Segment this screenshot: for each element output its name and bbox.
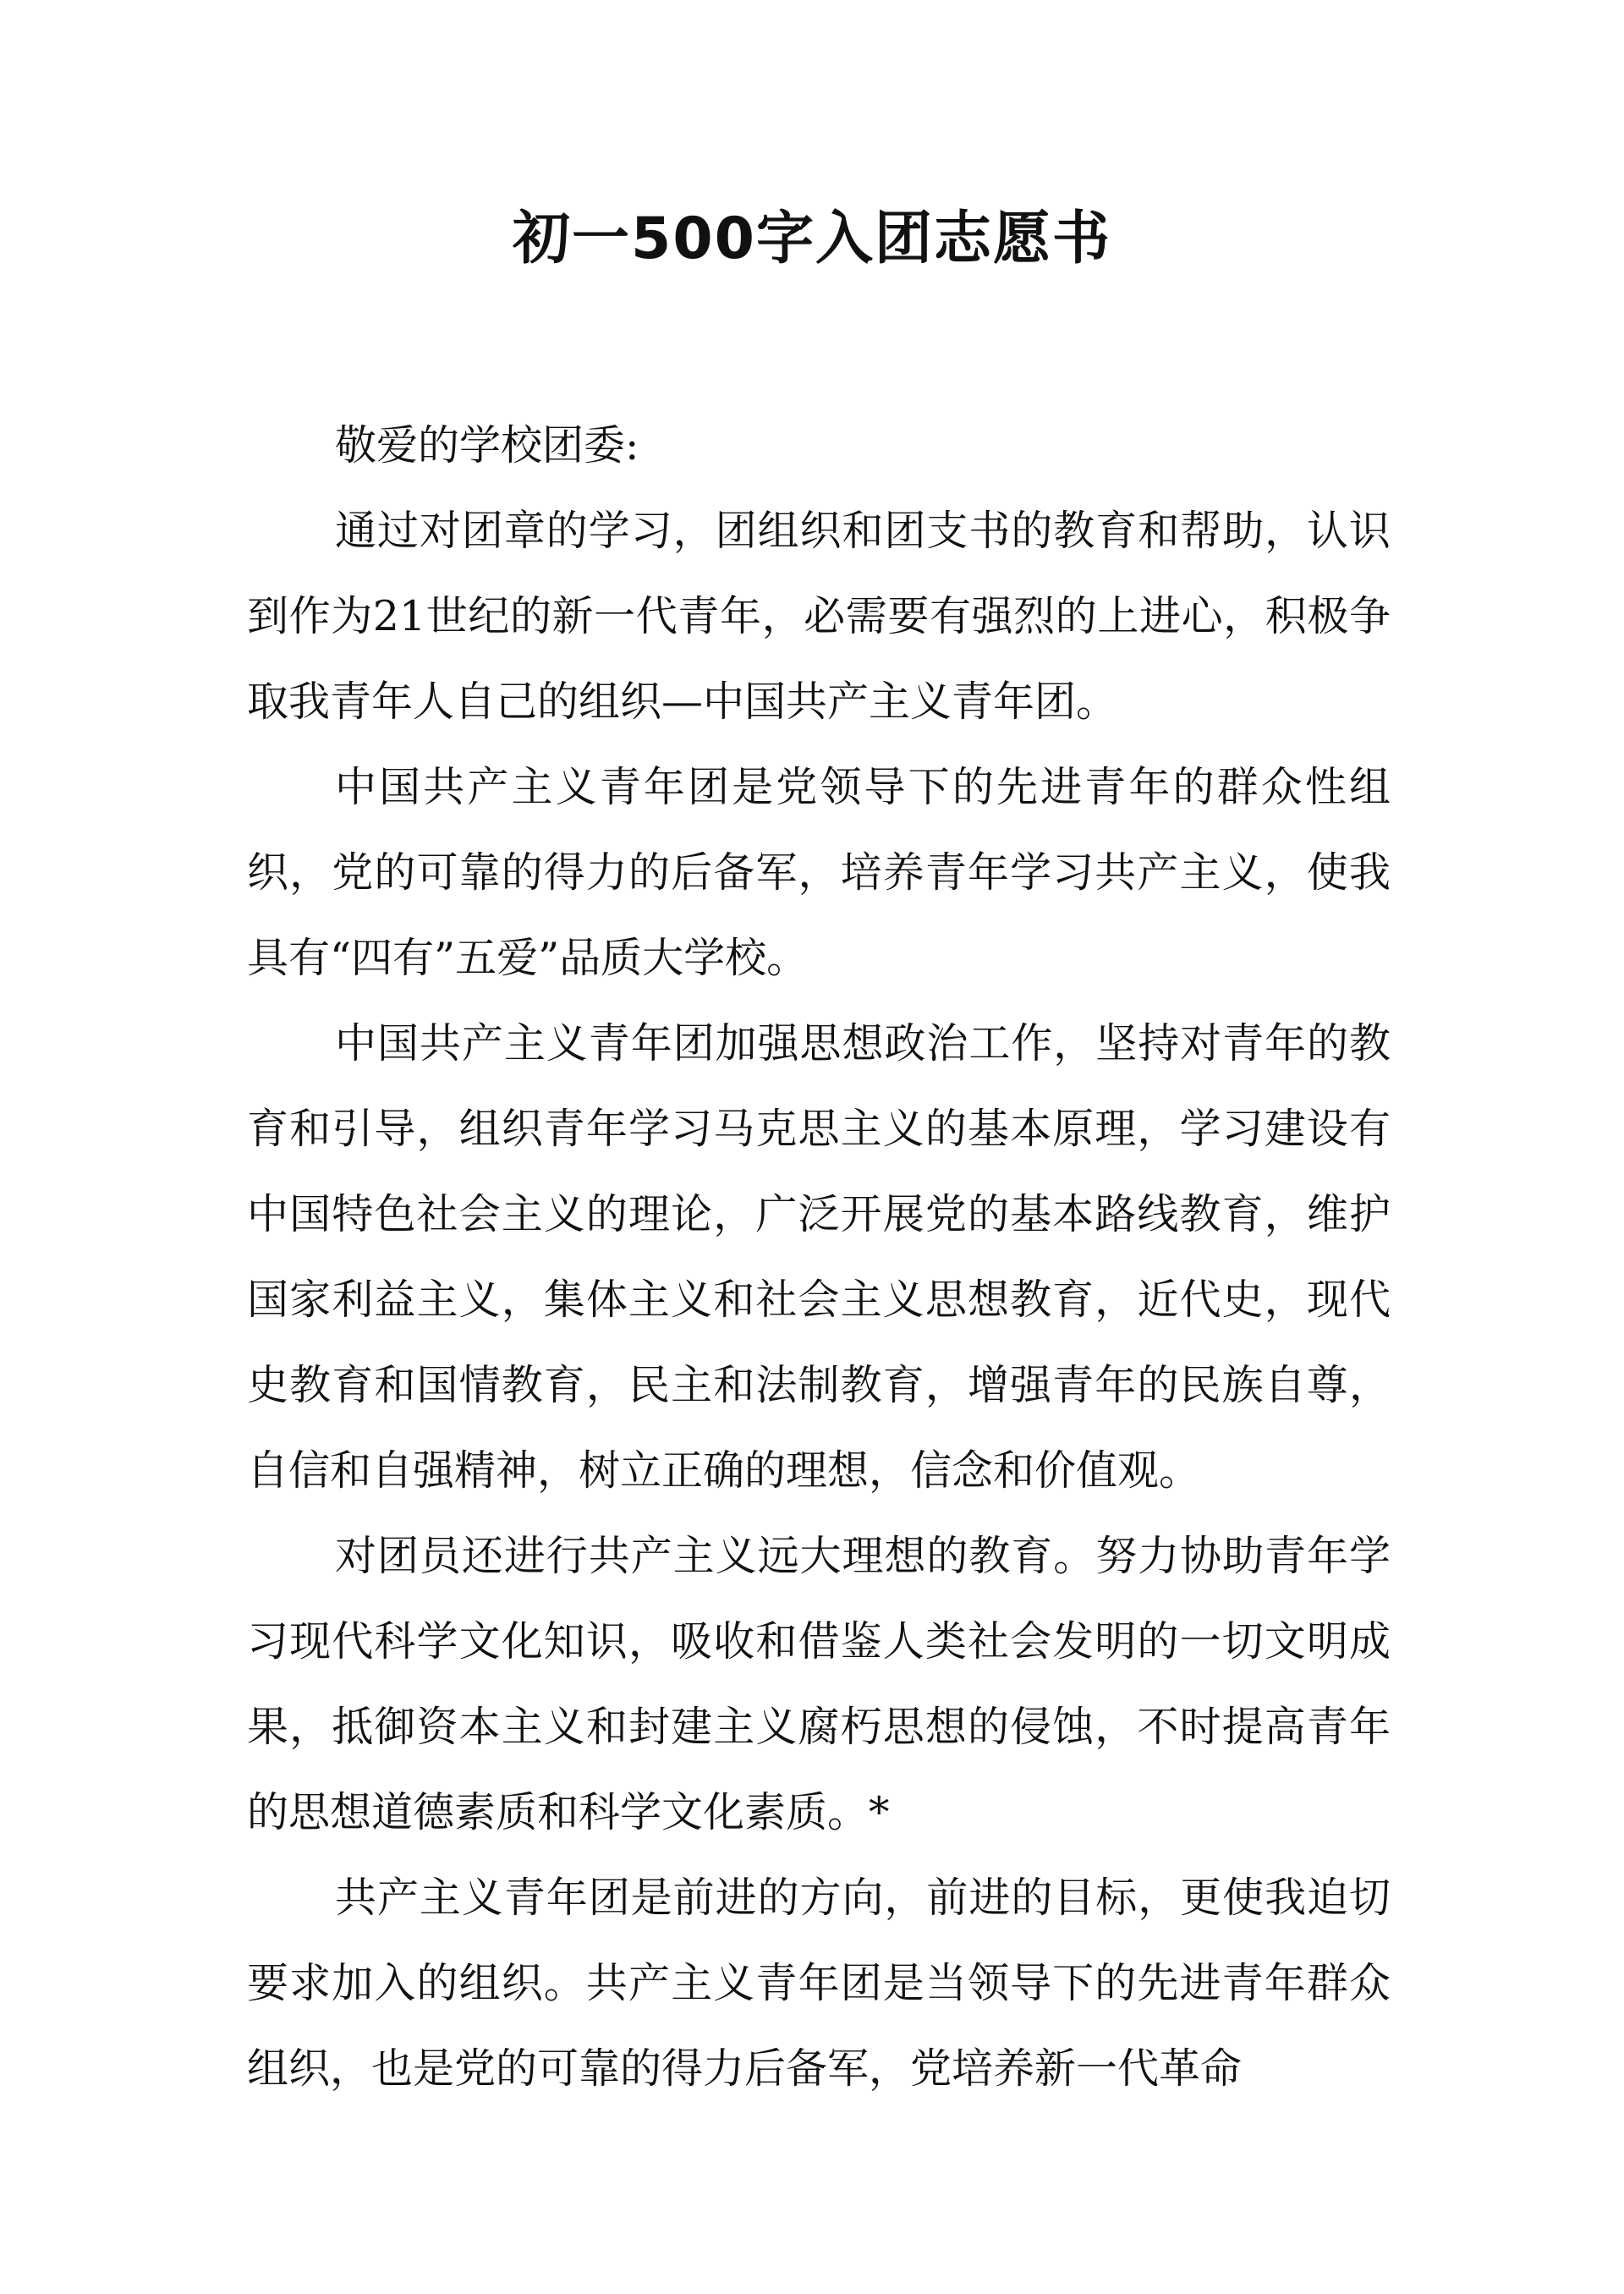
paragraph-1: 通过对团章的学习，团组织和团支书的教育和帮助，认识到作为21世纪的新一代青年，必需要有强烈的上进心，积极争取我青年人自己的组织—中国共产主义青年团。 [247, 507, 1391, 726]
salutation: 敬爱的学校团委: [335, 421, 639, 469]
paragraph-3: 中国共产主义青年团加强思想政治工作，坚持对青年的教育和引导，组织青年学习马克思主义的基本原理，学习建设有中国特色社会主义的理论，广泛开展党的基本路线教育，维护国家利益主义，集体主义和社会主义思想教育，近代史，现代史教育和国情教育，民主和法制教育，增强青年的民族自尊，自信和自强精神，树立正确的理想，信念和价值观。 [247, 1019, 1391, 1495]
document-body [247, 403, 1391, 2111]
document-title: 初一500字入团志愿书 [513, 206, 1111, 272]
paragraph-2: 中国共产主义青年团是党领导下的先进青年的群众性组织，党的可靠的得力的后备军，培养青年学习共产主义，使我具有“四有”五爱”品质大学校。 [247, 763, 1391, 982]
paragraph-4: 对团员还进行共产主义远大理想的教育。努力协助青年学习现代科学文化知识，吸收和借鉴人类社会发明的一切文明成果，抵御资本主义和封建主义腐朽思想的侵蚀，不时提高青年的思想道德素质和科学文化素质。* [247, 1532, 1391, 1836]
paragraph-5: 共产主义青年团是前进的方向，前进的目标，更使我迫切要求加入的组织。共产主义青年团是当领导下的先进青年群众组织，也是党的可靠的得力后备军，党培养新一代革命 [247, 1874, 1391, 2093]
